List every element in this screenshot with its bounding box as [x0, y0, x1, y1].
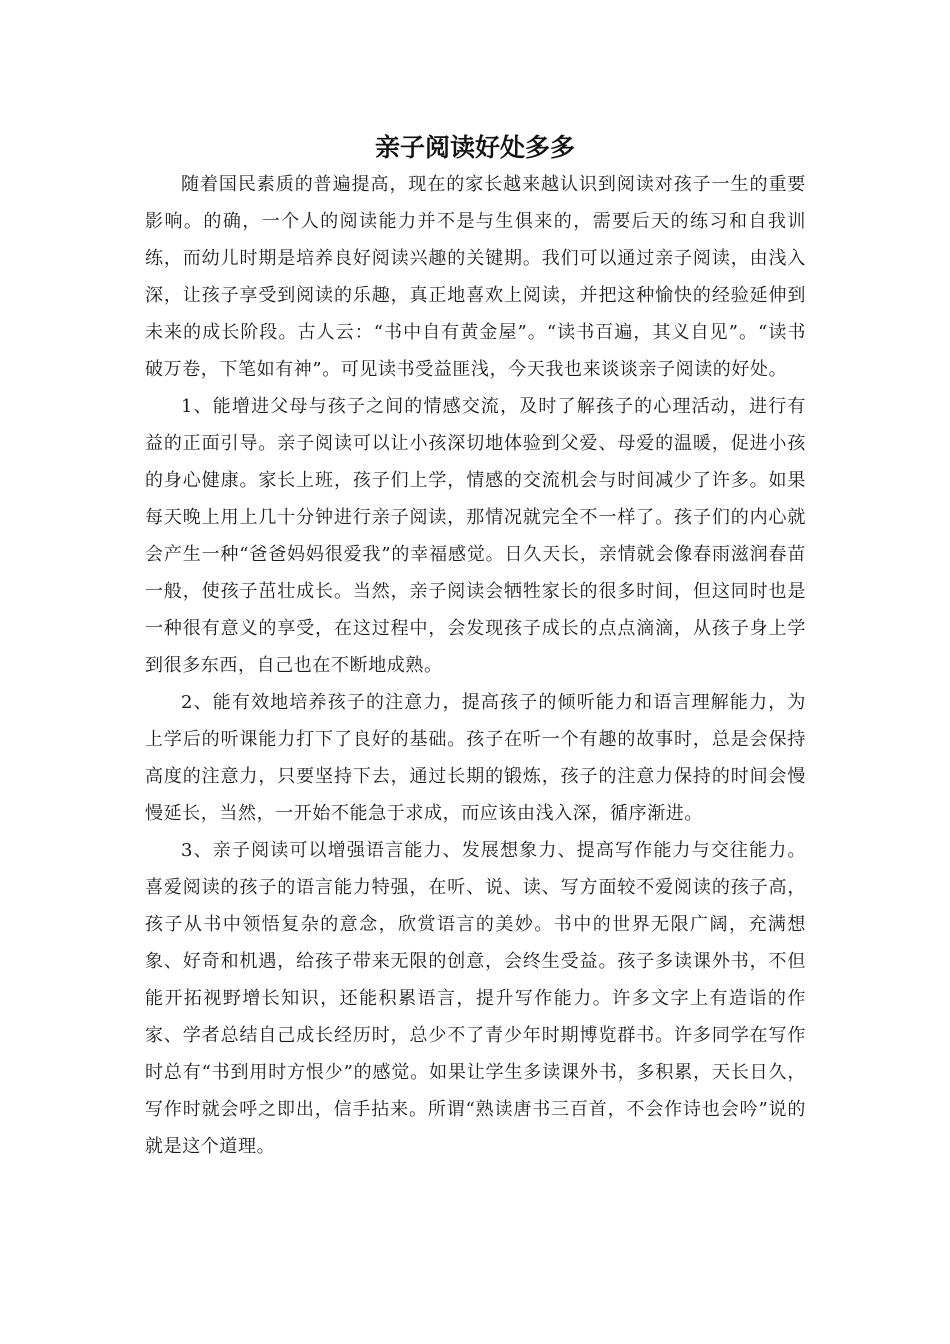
paragraph-point-2: 2、能有效地培养孩子的注意力，提高孩子的倾听能力和语言理解能力，为上学后的听课能力打下了良好的基础。孩子在听一个有趣的故事时，总是会保持高度的注意力，只要坚持下去，通过长期的锻炼，孩子的注意力保持的时间会慢慢延长，当然，一开始不能急于求成，而应该由浅入深，循序渐进。: [145, 692, 806, 824]
document-body: [145, 166, 806, 1165]
paragraph-point-1: 1、能增进父母与孩子之间的情感交流，及时了解孩子的心理活动，进行有益的正面引导。亲子阅读可以让小孩深切地体验到父爱、母爱的温暖，促进小孩的身心健康。家长上班，孩子们上学，情感的交流机会与时间减少了许多。如果每天晚上用上几十分钟进行亲子阅读，那情况就完全不一样了。孩子们的内心就会产生一种“爸爸妈妈很爱我”的幸福感觉。日久天长，亲情就会像春雨滋润春苗一般，使孩子茁壮成长。当然，亲子阅读会牺牲家长的很多时间，但这同时也是一种很有意义的享受，在这过程中，会发现孩子成长的点点滴滴，从孩子身上学到很多东西，自己也在不断地成熟。: [145, 396, 806, 676]
paragraph-point-3: 3、亲子阅读可以增强语言能力、发展想象力、提高写作能力与交往能力。喜爱阅读的孩子的语言能力特强，在听、说、读、写方面较不爱阅读的孩子高，孩子从书中领悟复杂的意念，欣赏语言的美妙。书中的世界无限广阔，充满想象、好奇和机遇，给孩子带来无限的创意，会终生受益。孩子多读课外书，不但能开拓视野增长知识，还能积累语言，提升写作能力。许多文字上有造诣的作家、学者总结自己成长经历时，总少不了青少年时期博览群书。许多同学在写作时总有“书到用时方恨少”的感觉。如果让学生多读课外书，多积累，天长日久，写作时就会呼之即出，信手拈来。所谓“熟读唐书三百首，不会作诗也会吟”说的就是这个道理。: [145, 840, 806, 1157]
paragraph-intro: 随着国民素质的普遍提高，现在的家长越来越认识到阅读对孩子一生的重要影响。的确，一个人的阅读能力并不是与生俱来的，需要后天的练习和自我训练，而幼儿时期是培养良好阅读兴趣的关键期。我们可以通过亲子阅读，由浅入深，让孩子享受到阅读的乐趣，真正地喜欢上阅读，并把这种愉快的经验延伸到未来的成长阶段。古人云：“书中自有黄金屋”。“读书百遍，其义自见”。“读书破万卷，下笔如有神”。可见读书受益匪浅，今天我也来谈谈亲子阅读的好处。: [145, 174, 806, 380]
document-title: 亲子阅读好处多多: [374, 133, 575, 162]
